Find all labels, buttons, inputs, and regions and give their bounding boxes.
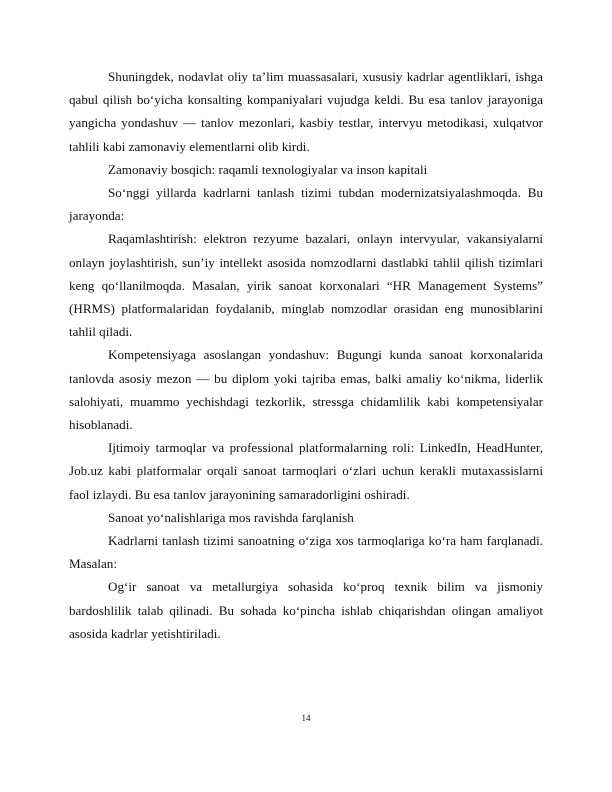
section-heading-modern-stage: Zamonaviy bosqich: raqamli texnologiyalar va inson kapitali	[108, 161, 428, 177]
paragraph-digitalization: Raqamlashtirish: elektron rezyume bazalari, onlayn intervyular, vakansiyalarni onlayn joylashtirish, sun’iy intellekt asosida nomzodlarni dastlabki tahlil qilish tizimlari keng qo‘llanilmoqda. Masalan, yirik sanoat korxonalari “HR Management Systems” (HRMS) platformalaridan foydalanib, minglab nomzodlar orasidan eng munosiblarini tahlil qiladi.	[69, 231, 543, 340]
paragraph-modernization: So‘nggi yillarda kadrlarni tanlash tizimi tubdan modernizatsiyalashmoqda. Bu jarayonda:	[69, 185, 543, 224]
paragraph-social-networks: Ijtimoiy tarmoqlar va professional platformalarning roli: LinkedIn, HeadHunter, Job.uz kabi platformalar orqali sanoat tarmoqlari o‘zlari uchun kerakli mutaxassislarni faol izlaydi. Bu esa tanlov jarayonining samaradorligini oshiradi.	[69, 440, 543, 502]
paragraph-industry-differences: Kadrlarni tanlash tizimi sanoatning o‘ziga xos tarmoqlariga ko‘ra ham farqlanadi. Masalan:	[69, 533, 543, 572]
paragraph-institutions: Shuningdek, nodavlat oliy ta’lim muassasalari, xususiy kadrlar agentliklari, ishga qabul qilish bo‘yicha konsalting kompaniyalari vujudga keldi. Bu esa tanlov jarayoniga yangicha yondashuv — tanlov mezonlari, kasbiy testlar, intervyu metodikasi, xulqatvor tahlili kabi zamonaviy elementlarni olib kirdi.	[69, 69, 543, 154]
page-number: 14	[301, 713, 311, 723]
body-text	[69, 65, 543, 645]
section-heading-industry: Sanoat yo‘nalishlariga mos ravishda farqlanish	[108, 509, 354, 525]
paragraph-competency: Kompetensiyaga asoslangan yondashuv: Bugungi kunda sanoat korxonalarida tanlovda asosiy mezon — bu diplom yoki tajriba emas, balki amaliy ko‘nikma, liderlik salohiyati, muammo yechishdagi tezkorlik, stressga chidamlilik kabi kompetensiyalar hisoblanadi.	[69, 347, 543, 433]
paragraph-heavy-industry: Og‘ir sanoat va metallurgiya sohasida ko‘proq texnik bilim va jismoniy bardoshlilik talab qilinadi. Bu sohada ko‘pincha ishlab chiqarishdan olingan amaliyot asosida kadrlar yetishtiriladi.	[69, 579, 543, 641]
